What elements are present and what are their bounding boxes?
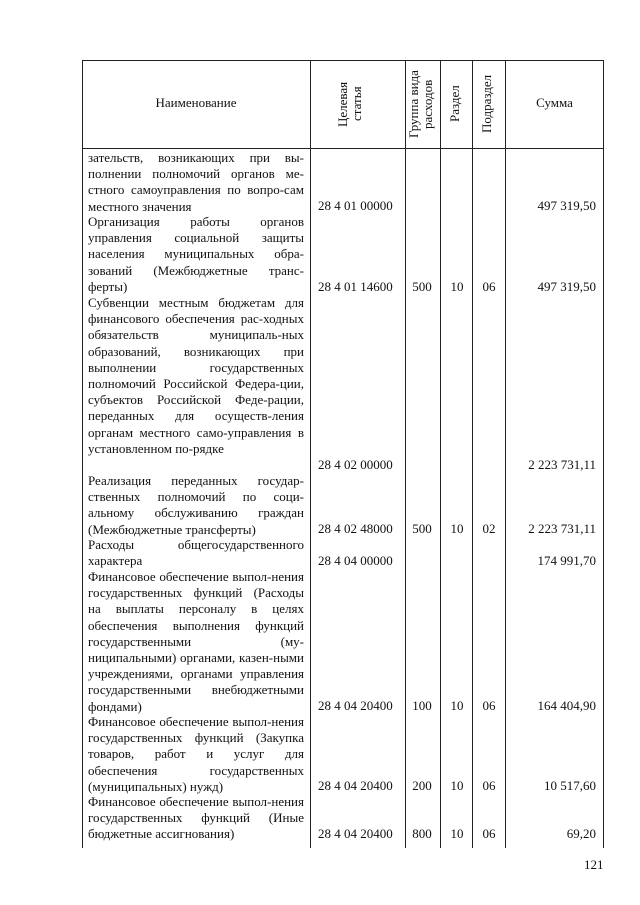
row-name: Финансовое обеспечение выпол-нения государственных функций (Иные бюджетные ассигнования) — [88, 794, 304, 842]
row-section: 10 — [450, 698, 464, 713]
header-target: Целевая статья — [335, 81, 364, 127]
row-target-code: 28 4 04 00000 — [318, 553, 393, 568]
column-divider-group — [440, 60, 441, 848]
row-target-code: 28 4 01 00000 — [318, 198, 393, 213]
row-name: Расходы общегосударственного характера — [88, 537, 304, 569]
row-subsection: 06 — [482, 279, 496, 294]
row-name: зательств, возникающих при вы-полнении полномочий органов ме-стного самоуправления по вопро-сам местного значения — [88, 150, 304, 214]
header-sum: Сумма — [536, 95, 573, 110]
row-sum: 497 319,50 — [537, 198, 596, 213]
header-subsection: Подраздел — [479, 74, 494, 134]
row-target-code: 28 4 04 20400 — [318, 778, 393, 793]
row-subsection: 06 — [482, 826, 496, 841]
row-name: Финансовое обеспечение выпол-нения государственных функций (Закупка товаров, работ и услуг для обеспечения государственных (муниципальных) нужд) — [88, 714, 304, 794]
table-right-border — [603, 60, 604, 848]
column-divider-name — [310, 60, 311, 848]
row-name: Реализация переданных государ-ственных полномочий по соци-альному обслуживанию граждан (Межбюджетные трансферты) — [88, 473, 304, 537]
row-sum: 10 517,60 — [544, 778, 596, 793]
table-top-border — [82, 60, 604, 61]
row-name: Субвенции местным бюджетам для финансового обеспечения рас-ходных обязательств муниципаль-ных образований, возникающих при выполнении государственных полномочий Российской Федера-ции, субъектов Российской Феде-рации, переданных для осуществ-ления органам местного само-управления в установленном по-рядке — [88, 295, 304, 456]
row-sum: 2 223 731,11 — [528, 457, 596, 472]
column-divider-section — [472, 60, 473, 848]
row-name: Финансовое обеспечение выпол-нения государственных функций (Расходы на выплаты персоналу в целях обеспечения выполнения функций государственными (му-ниципальными) органами, казен-ными учреждениями, органами управления государственными внебюджетными фондами) — [88, 569, 304, 714]
header-group: Группа вида расходов — [406, 70, 435, 138]
row-subsection: 02 — [482, 521, 496, 536]
page-number: 121 — [584, 857, 604, 872]
row-section: 10 — [450, 778, 464, 793]
row-sum: 174 991,70 — [537, 553, 596, 568]
table-left-border — [82, 60, 83, 848]
row-target-code: 28 4 01 14600 — [318, 279, 393, 294]
row-section: 10 — [450, 826, 464, 841]
row-sum: 497 319,50 — [537, 279, 596, 294]
header-section: Раздел — [447, 85, 462, 123]
row-target-code: 28 4 04 20400 — [318, 698, 393, 713]
row-group: 500 — [412, 521, 432, 536]
row-group: 500 — [412, 279, 432, 294]
row-subsection: 06 — [482, 778, 496, 793]
row-target-code: 28 4 02 00000 — [318, 457, 393, 472]
row-sum: 69,20 — [566, 826, 596, 841]
row-sum: 2 223 731,11 — [528, 521, 596, 536]
row-name: Организация работы органов управления социальной защиты населения муниципальных обра-зований (Межбюджетные транс-ферты) — [88, 214, 304, 294]
row-group: 800 — [412, 826, 432, 841]
row-subsection: 06 — [482, 698, 496, 713]
row-section: 10 — [450, 521, 464, 536]
header-bottom-border — [82, 148, 604, 149]
row-group: 200 — [412, 778, 432, 793]
row-target-code: 28 4 04 20400 — [318, 826, 393, 841]
row-group: 100 — [412, 698, 432, 713]
row-target-code: 28 4 02 48000 — [318, 521, 393, 536]
row-sum: 164 404,90 — [537, 698, 596, 713]
column-divider-target — [405, 60, 406, 848]
row-section: 10 — [450, 279, 464, 294]
header-name: Наименование — [155, 95, 237, 110]
column-divider-subsection — [505, 60, 506, 848]
